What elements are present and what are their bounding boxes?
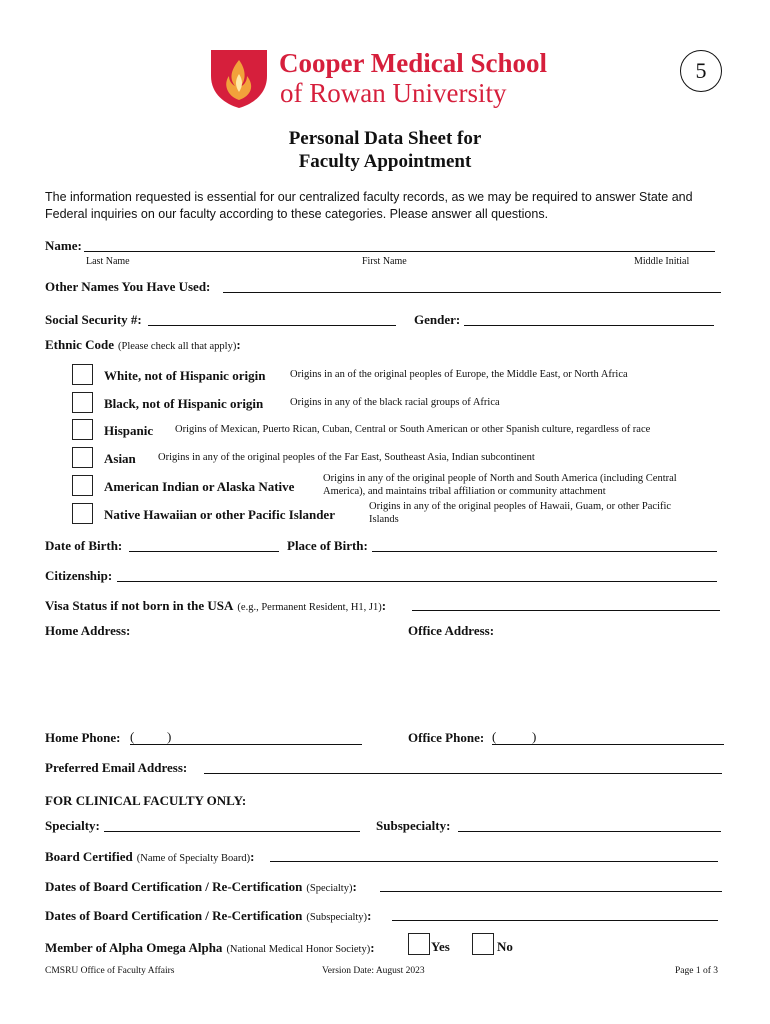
dates-specialty-colon: : xyxy=(352,879,357,894)
citizenship-label: Citizenship: xyxy=(45,568,113,583)
home-phone-label: Home Phone: xyxy=(45,730,121,745)
ssn-field[interactable] xyxy=(148,312,396,326)
page-title-line1: Personal Data Sheet for xyxy=(288,128,482,149)
board-certified-colon: : xyxy=(250,849,255,864)
aoa-no-checkbox[interactable] xyxy=(472,933,494,955)
footer-left: CMSRU Office of Faculty Affairs xyxy=(45,966,175,976)
option-asian-desc: Origins in any of the original peoples of the Far East, Southeast Asia, Indian subcontinent xyxy=(158,452,535,463)
office-phone-label: Office Phone: xyxy=(408,730,485,745)
footer-right: Page 1 of 3 xyxy=(675,966,719,976)
option-white-desc: Origins in an of the original peoples of Europe, the Middle East, or North Africa xyxy=(290,369,628,380)
home-phone-paren-close: ) xyxy=(167,729,172,744)
dates-subspecialty-field[interactable] xyxy=(392,907,718,921)
home-phone-field[interactable] xyxy=(130,730,362,745)
subspecialty-field[interactable] xyxy=(458,818,721,832)
page-title-line2: Faculty Appointment xyxy=(298,151,472,172)
checkbox-native-hawaiian[interactable] xyxy=(72,503,93,524)
dates-specialty-hint: (Specialty) xyxy=(306,883,353,894)
school-logo xyxy=(207,46,271,110)
option-american-indian-desc-2: America), and maintains tribal affiliation or community attachment xyxy=(323,486,606,497)
visa-status-field[interactable] xyxy=(412,597,720,611)
gender-field[interactable] xyxy=(464,312,714,326)
office-address-label: Office Address: xyxy=(408,623,495,638)
home-address-area[interactable] xyxy=(45,642,375,722)
specialty-field[interactable] xyxy=(104,818,360,832)
home-address-label: Home Address: xyxy=(45,623,131,638)
dates-specialty-heading xyxy=(45,878,357,896)
name-label: Name: xyxy=(45,238,82,253)
board-certified-heading xyxy=(45,848,255,866)
dob-label: Date of Birth: xyxy=(45,538,123,553)
option-hispanic-desc: Origins of Mexican, Puerto Rican, Cuban, Central or South American or other Spanish culture, regardless of race xyxy=(175,424,651,435)
checkbox-hispanic[interactable] xyxy=(72,419,93,440)
aoa-colon: : xyxy=(370,940,375,955)
option-black-desc: Origins in any of the black racial groups of Africa xyxy=(290,397,500,408)
aoa-hint: (National Medical Honor Society) xyxy=(226,944,371,955)
visa-status-heading xyxy=(45,597,386,615)
ssn-label: Social Security #: xyxy=(45,312,142,327)
checkbox-american-indian[interactable] xyxy=(72,475,93,496)
school-name-line1: Cooper Medical School xyxy=(279,48,547,78)
option-native-hawaiian-desc-2: Islands xyxy=(369,514,399,525)
aoa-label: Member of Alpha Omega Alpha xyxy=(45,940,223,955)
last-name-caption: Last Name xyxy=(86,256,130,267)
ethnic-code-hint: (Please check all that apply) xyxy=(117,341,237,352)
office-phone-paren-open: ( xyxy=(492,729,497,744)
email-label: Preferred Email Address: xyxy=(45,760,188,775)
shield-flame-icon xyxy=(207,46,271,110)
aoa-yes-checkbox[interactable] xyxy=(408,933,430,955)
page-number-circle xyxy=(680,50,722,92)
first-name-caption: First Name xyxy=(362,256,407,267)
ethnic-code-heading xyxy=(45,336,241,354)
board-certified-field[interactable] xyxy=(270,848,718,862)
board-certified-hint: (Name of Specialty Board) xyxy=(136,853,251,864)
other-names-field[interactable] xyxy=(223,279,721,293)
clinical-faculty-heading: FOR CLINICAL FACULTY ONLY: xyxy=(45,793,247,808)
name-field[interactable] xyxy=(84,238,715,252)
pob-field[interactable] xyxy=(372,538,717,552)
other-names-label: Other Names You Have Used: xyxy=(45,279,211,294)
citizenship-field[interactable] xyxy=(117,568,717,582)
email-field[interactable] xyxy=(204,760,722,774)
dates-subspecialty-label: Dates of Board Certification / Re-Certification xyxy=(45,908,303,923)
office-phone-paren-close: ) xyxy=(532,729,537,744)
dates-specialty-label: Dates of Board Certification / Re-Certification xyxy=(45,879,303,894)
ethnic-code-colon: : xyxy=(236,337,241,352)
option-native-hawaiian-label: Native Hawaiian or other Pacific Islander xyxy=(104,507,335,522)
school-name-line2: of Rowan University xyxy=(280,78,507,108)
option-american-indian-desc-1: Origins in any of the original people of North and South America (including Central xyxy=(323,473,677,484)
option-black-label: Black, not of Hispanic origin xyxy=(104,396,264,411)
dates-subspecialty-colon: : xyxy=(367,908,372,923)
ethnic-code-label: Ethnic Code xyxy=(45,337,114,352)
option-asian-label: Asian xyxy=(104,451,136,466)
dates-subspecialty-heading xyxy=(45,907,371,925)
visa-status-label: Visa Status if not born in the USA xyxy=(45,598,234,613)
dates-specialty-field[interactable] xyxy=(380,878,722,892)
visa-status-colon: : xyxy=(381,598,387,613)
office-phone-field[interactable] xyxy=(492,730,724,745)
intro-text: The information requested is essential for our centralized faculty records, as we may be required to answer State and Federal inquiries on our faculty according to these categories. Please answer all questions. xyxy=(45,190,693,221)
checkbox-asian[interactable] xyxy=(72,447,93,468)
middle-initial-caption: Middle Initial xyxy=(634,256,690,267)
option-white-label: White, not of Hispanic origin xyxy=(104,368,266,383)
aoa-heading xyxy=(45,939,375,957)
aoa-yes-label: Yes xyxy=(431,939,450,954)
checkbox-black[interactable] xyxy=(72,392,93,413)
specialty-label: Specialty: xyxy=(45,818,100,833)
option-hispanic-label: Hispanic xyxy=(104,423,154,438)
pob-label: Place of Birth: xyxy=(287,538,368,553)
checkbox-white[interactable] xyxy=(72,364,93,385)
option-american-indian-label: American Indian or Alaska Native xyxy=(104,479,295,494)
dates-subspecialty-hint: (Subspecialty) xyxy=(306,912,368,923)
office-address-area[interactable] xyxy=(408,642,718,722)
page-number-text: 5 xyxy=(695,58,707,83)
aoa-no-label: No xyxy=(497,939,513,954)
gender-label: Gender: xyxy=(414,312,461,327)
subspecialty-label: Subspecialty: xyxy=(376,818,451,833)
dob-field[interactable] xyxy=(129,538,279,552)
home-phone-paren-open: ( xyxy=(130,729,135,744)
option-native-hawaiian-desc-1: Origins in any of the original peoples of Hawaii, Guam, or other Pacific xyxy=(369,501,672,512)
footer-center: Version Date: August 2023 xyxy=(322,966,425,976)
board-certified-label: Board Certified xyxy=(45,849,133,864)
visa-status-hint: (e.g., Permanent Resident, H1, J1) xyxy=(237,602,382,613)
